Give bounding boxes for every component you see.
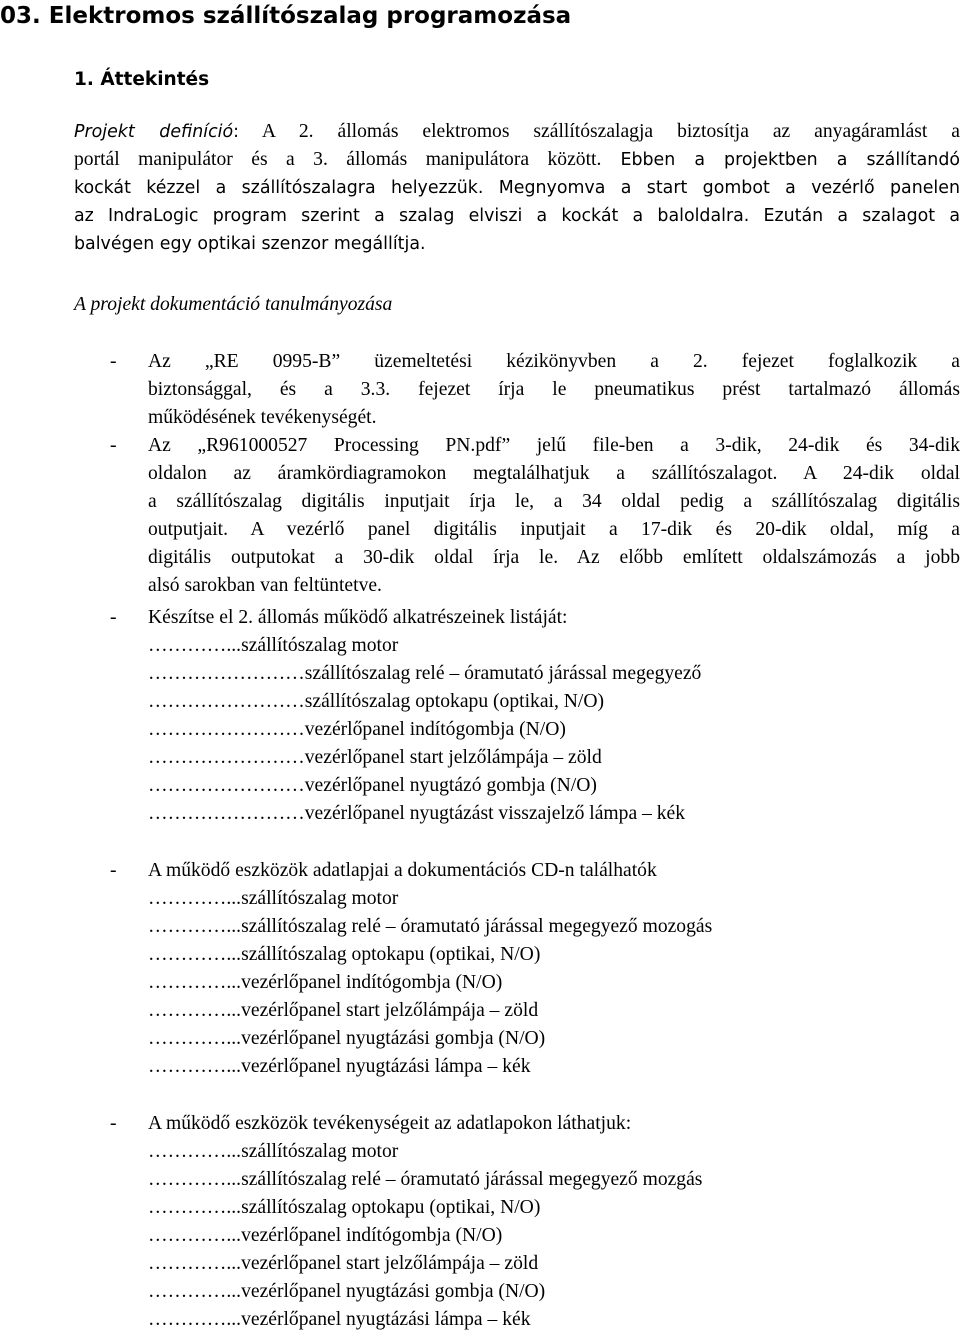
list-item-text: szállítószalag relé – óramutató járással megegyező mozogás — [241, 916, 713, 937]
list-item — [148, 997, 538, 1025]
bullet2-line-2: oldalon az áramkördiagramokon megtalálhatjuk a szállítószalagot. A 24-dik oldal — [148, 463, 960, 484]
intro-line2-text: portál manipulátor és a 3. állomás manipulátora között. — [74, 149, 602, 170]
list-item-fill: …………………… — [148, 775, 305, 796]
list-item-fill: …………………… — [148, 747, 305, 768]
bullet2-line-5: digitális outputokat a 30-dik oldal írja le. Az előbb említett oldalszámozás a jobb — [148, 547, 960, 568]
list-item — [148, 1194, 540, 1222]
list-item-text: vezérlőpanel start jelzőlámpája – zöld — [304, 747, 602, 768]
list-item — [148, 688, 604, 716]
bullet-dash: - — [110, 607, 117, 628]
list-item — [148, 969, 502, 997]
list-item — [148, 772, 597, 800]
list-item-fill: …………... — [148, 972, 242, 993]
list-item-text: szállítószalag relé – óramutató járással megegyező mozgás — [241, 1169, 703, 1190]
list-item — [148, 716, 566, 744]
list-item — [148, 1222, 502, 1250]
intro-line-3: kockát kézzel a szállítószalagra helyezzük. Megnyomva a start gombot a vezérlő panelen — [74, 178, 960, 198]
intro-line2-sans: Ebben a projektben a szállítandó — [601, 150, 960, 170]
intro-label: Projekt definíció — [74, 122, 234, 142]
list-item-fill: …………... — [148, 1309, 242, 1330]
list-item-text: szállítószalag motor — [241, 635, 399, 656]
list-item-text: vezérlőpanel start jelzőlámpája – zöld — [241, 1253, 539, 1274]
list-item-text: vezérlőpanel nyugtázást visszajelző lámpa – kék — [304, 803, 686, 824]
bullet-dash: - — [110, 860, 117, 881]
list-item-fill: …………... — [148, 1281, 242, 1302]
list-item-text: vezérlőpanel nyugtázási lámpa – kék — [241, 1056, 531, 1077]
list-item-fill: …………... — [148, 888, 242, 909]
bullet2-line-3: a szállítószalag digitális inputjait írja le, a 34 oldal pedig a szállítószalag digitális — [148, 491, 960, 512]
list2-heading: A működő eszközök adatlapjai a dokumentációs CD-n találhatók — [148, 860, 657, 881]
list-item-text: szállítószalag relé – óramutató járással megegyező — [304, 663, 702, 684]
list-item — [148, 913, 712, 941]
list-item — [148, 1053, 531, 1081]
bullet1-line-3: működésének tevékenységét. — [148, 407, 377, 428]
list-item-fill: …………... — [148, 635, 242, 656]
list-item — [148, 1138, 398, 1166]
list-item — [148, 941, 540, 969]
list-item — [148, 632, 398, 660]
list-item-text: vezérlőpanel nyugtázási gombja (N/O) — [241, 1028, 546, 1049]
list-item — [148, 1166, 702, 1194]
bullet1-line-2: biztonsággal, és a 3.3. fejezet írja le pneumatikus prést tartalmazó állomás — [148, 379, 960, 400]
list-item-fill: …………... — [148, 1169, 242, 1190]
list-item-text: vezérlőpanel nyugtázási gombja (N/O) — [241, 1281, 546, 1302]
list-item-fill: …………... — [148, 1197, 242, 1218]
list-item-fill: …………... — [148, 1000, 242, 1021]
list-item — [148, 1306, 531, 1334]
intro-line-2 — [74, 146, 960, 174]
bullet2-line-4: outputjait. A vezérlő panel digitális inputjait a 17-dik és 20-dik oldal, míg a — [148, 519, 960, 540]
list-item-fill: …………... — [148, 916, 242, 937]
documentation-heading: A projekt dokumentáció tanulmányozása — [74, 294, 393, 315]
list-item — [148, 1025, 545, 1053]
intro-line-1 — [74, 118, 960, 146]
list-item-text: vezérlőpanel indítógombja (N/O) — [241, 972, 503, 993]
intro-line-4: az IndraLogic program szerint a szalag elviszi a kockát a baloldalra. Ezután a szalagot a — [74, 206, 960, 226]
bullet1-line-1: Az „RE 0995-B” üzemeltetési kézikönyvben a 2. fejezet foglalkozik a — [148, 351, 960, 372]
section-heading: 1. Áttekintés — [74, 69, 210, 90]
list-item-text: vezérlőpanel indítógombja (N/O) — [304, 719, 566, 740]
list-item-text: szállítószalag optokapu (optikai, N/O) — [241, 1197, 541, 1218]
list-item — [148, 885, 398, 913]
list-item-fill: …………………… — [148, 803, 305, 824]
list-item-text: szállítószalag optokapu (optikai, N/O) — [241, 944, 541, 965]
list-item — [148, 1278, 545, 1306]
bullet-dash: - — [110, 1113, 117, 1134]
bullet2-line-1: Az „R961000527 Processing PN.pdf” jelű file-ben a 3-dik, 24-dik és 34-dik — [148, 435, 960, 456]
list-item-fill: …………... — [148, 1225, 242, 1246]
list-item-text: vezérlőpanel nyugtázó gombja (N/O) — [304, 775, 597, 796]
intro-colon: : — [233, 122, 239, 142]
list-item — [148, 744, 602, 772]
list-item-fill: …………... — [148, 1028, 242, 1049]
list-item-text: szállítószalag motor — [241, 888, 399, 909]
list-item-fill: …………………… — [148, 663, 305, 684]
list-item-fill: …………... — [148, 1141, 242, 1162]
bullet-dash: - — [110, 435, 117, 456]
list-item — [148, 660, 701, 688]
bullet-dash: - — [110, 351, 117, 372]
intro-line-5: balvégen egy optikai szenzor megállítja. — [74, 234, 426, 254]
list3-heading: A működő eszközök tevékenységeit az adatlapokon láthatjuk: — [148, 1113, 632, 1134]
list-item — [148, 1250, 538, 1278]
intro-line1-text: A 2. állomás elektromos szállítószalagja biztosítja az anyagáramlást a — [239, 121, 960, 142]
list1-heading: Készítse el 2. állomás működő alkatrészeinek listáját: — [148, 607, 568, 628]
list-item — [148, 800, 685, 828]
list-item-text: vezérlőpanel indítógombja (N/O) — [241, 1225, 503, 1246]
list-item-text: vezérlőpanel nyugtázási lámpa – kék — [241, 1309, 531, 1330]
bullet2-line-6: alsó sarokban van feltüntetve. — [148, 575, 382, 596]
document-title: 03. Elektromos szállítószalag programozása — [0, 3, 572, 29]
list-item-fill: …………... — [148, 944, 242, 965]
list-item-fill: …………………… — [148, 719, 305, 740]
list-item-text: vezérlőpanel start jelzőlámpája – zöld — [241, 1000, 539, 1021]
list-item-text: szállítószalag optokapu (optikai, N/O) — [304, 691, 605, 712]
list-item-fill: …………... — [148, 1056, 242, 1077]
list-item-fill: …………………… — [148, 691, 305, 712]
list-item-text: szállítószalag motor — [241, 1141, 399, 1162]
list-item-fill: …………... — [148, 1253, 242, 1274]
